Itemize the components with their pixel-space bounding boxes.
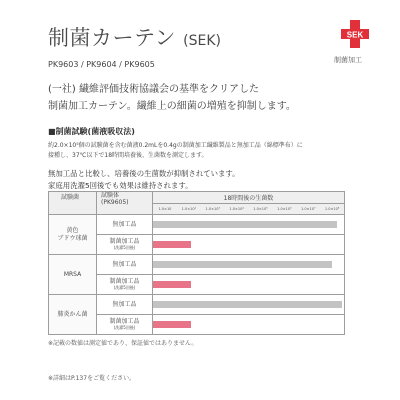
header-organism: 試験菌 bbox=[49, 192, 97, 215]
header-sample-sub: (PK9605) bbox=[101, 199, 129, 206]
organism-name-2: ブドウ球菌 bbox=[57, 234, 88, 242]
sek-logo bbox=[340, 19, 370, 49]
bar-treated bbox=[153, 281, 191, 288]
bar-untreated bbox=[153, 221, 337, 228]
bar-cell bbox=[153, 255, 345, 275]
sample-untreated: 無加工品 bbox=[97, 295, 153, 315]
note-line-2: 家庭用洗濯5回後でも効果は維持されます。 bbox=[48, 180, 193, 190]
bar-cell bbox=[153, 275, 345, 295]
organism-cell bbox=[49, 295, 97, 335]
sample-untreated: 無加工品 bbox=[97, 255, 153, 275]
organism-cell bbox=[49, 255, 97, 295]
result-notes bbox=[48, 168, 240, 191]
organism-name: 肺炎かん菌 bbox=[57, 310, 88, 318]
treated-label: 制菌加工品 bbox=[109, 277, 140, 285]
tick-label: 1.0×10² bbox=[181, 206, 196, 211]
tick-label: 1.0×10⁵ bbox=[253, 206, 268, 211]
footnote-disclaimer: ※記載の数値は測定値であり、保証値ではありません。 bbox=[48, 340, 198, 347]
sample-treated bbox=[97, 275, 153, 295]
treated-sub: (洗濯5回後) bbox=[113, 324, 136, 330]
organism-name: MRSA bbox=[63, 270, 82, 278]
note-line-1: 無加工品と比較し、培養後の生菌数が抑制されています。 bbox=[48, 169, 240, 178]
model-numbers: PK9603 / PK9604 / PK9605 bbox=[48, 60, 155, 69]
method-line-1: 約2.0×10⁵個の試験菌を含む菌液0.2mLを0.4gの制菌加工繊維製品と無加工品（綿標準布）に bbox=[48, 142, 303, 149]
organism-cell bbox=[49, 215, 97, 255]
header-count: 18時間後の生菌数 bbox=[153, 192, 345, 204]
bar-treated bbox=[153, 241, 191, 248]
bar-cell bbox=[153, 295, 345, 315]
bar-treated bbox=[153, 321, 191, 328]
footnote-reference: ※詳細はP.137をご覧ください。 bbox=[48, 375, 136, 382]
tick-row bbox=[153, 204, 345, 215]
treated-sub: (洗濯5回後) bbox=[113, 244, 136, 250]
treated-label: 制菌加工品 bbox=[109, 237, 140, 245]
bar-cell bbox=[153, 235, 345, 255]
bar-cell bbox=[153, 215, 345, 235]
organism-name: 黄色 bbox=[66, 226, 79, 234]
tick-label: 1.0×10⁶ bbox=[277, 206, 292, 211]
bar-cell bbox=[153, 315, 345, 335]
method-line-2: 接種し、37℃以下で18時間培養後、生菌数を測定します。 bbox=[48, 152, 208, 159]
logo-text: SEK bbox=[346, 30, 364, 40]
sample-treated bbox=[97, 315, 153, 335]
section-title: ■制菌試験(菌液吸収法) bbox=[48, 127, 135, 136]
sample-untreated: 無加工品 bbox=[97, 215, 153, 235]
tick-label: 1.0×10³ bbox=[205, 206, 220, 211]
treated-sub: (洗濯5回後) bbox=[113, 284, 136, 290]
title-suffix: (SEK) bbox=[183, 33, 221, 49]
results-table bbox=[48, 191, 345, 335]
description-line-1: (一社) 繊維評価技術協議会の基準をクリアした bbox=[48, 84, 259, 95]
bar-untreated bbox=[153, 261, 332, 268]
tick-label: 1.0×10 bbox=[158, 206, 172, 211]
tick-label: 1.0×10⁴ bbox=[229, 206, 244, 211]
treated-label: 制菌加工品 bbox=[109, 317, 140, 325]
header-sample-label: 試験体 bbox=[101, 192, 120, 199]
tick-label: 1.0×10⁸ bbox=[324, 206, 340, 211]
header-sample bbox=[97, 192, 153, 215]
title-main: 制菌カーテン bbox=[48, 26, 176, 50]
sample-treated bbox=[97, 235, 153, 255]
description-line-2: 制菌加工カーテン。繊維上の細菌の増殖を抑制します。 bbox=[48, 101, 296, 112]
page-title bbox=[48, 22, 221, 52]
sek-cross-icon bbox=[340, 19, 370, 49]
logo-caption: 制菌加工 bbox=[334, 56, 362, 64]
tick-label: 1.0×10⁷ bbox=[301, 206, 316, 211]
bar-untreated bbox=[153, 301, 342, 308]
description bbox=[48, 81, 368, 115]
test-method bbox=[48, 141, 303, 161]
